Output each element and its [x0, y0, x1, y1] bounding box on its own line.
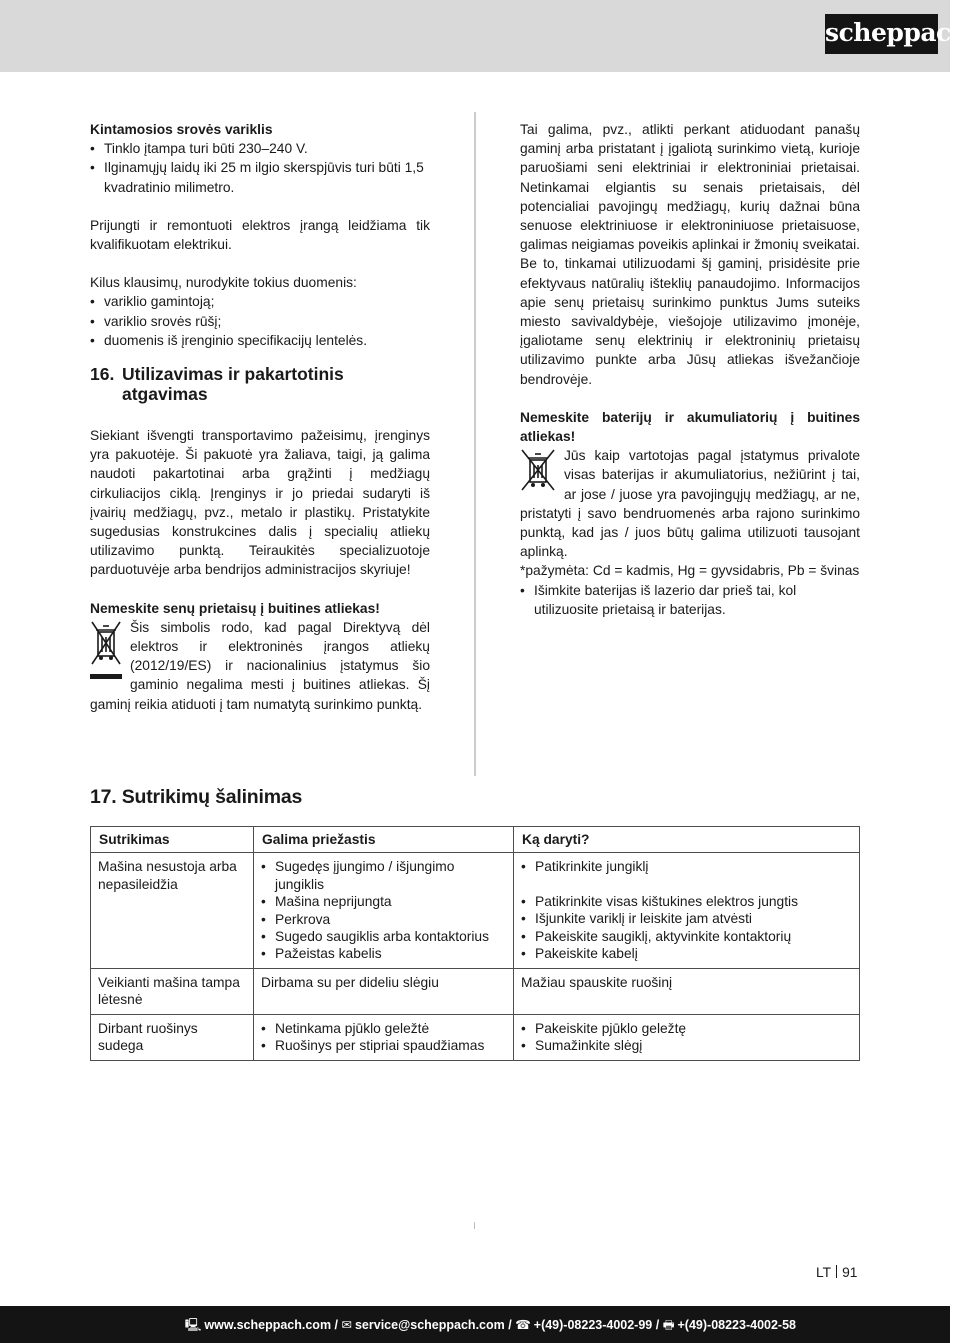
causes-cell	[254, 853, 514, 968]
page-number-value: 91	[842, 1265, 858, 1280]
center-mark	[474, 1222, 475, 1229]
causes-cell: Dirbama su per dideliu slėgiu	[254, 968, 514, 1014]
causes-cell	[254, 1014, 514, 1060]
old-devices-title: Nemeskite senų prietaisų į buitines atliekas!	[90, 600, 380, 616]
chemicals-note: *pažymėta: Cd = kadmis, Hg = gyvsidabris, Pb = švinas	[520, 563, 860, 579]
section-16-title: Utilizavimas ir pakartotinis atgavimas	[122, 364, 344, 405]
troubleshooting-table	[90, 826, 860, 1061]
list-item: • Tinklo įtampa turi būti 230–240 V.	[90, 139, 430, 158]
list-item: • duomenis iš įrenginio specifikacijų lentelės.	[90, 331, 430, 350]
footer-website[interactable]: www.scheppach.com /	[204, 1318, 339, 1332]
table-row	[91, 968, 860, 1014]
list-item: • Išjunkite variklį ir leiskite jam atvėsti	[521, 910, 852, 927]
table-row	[91, 853, 860, 968]
left-column	[90, 120, 430, 714]
crossed-out-battery-bin-icon	[520, 448, 556, 497]
table-row	[91, 1014, 860, 1060]
list-item: • Perkrova	[261, 911, 506, 928]
section-16-heading	[90, 364, 430, 404]
footer-contacts	[185, 1316, 796, 1337]
page-language: LT	[816, 1265, 832, 1280]
questions-list	[90, 292, 430, 350]
list-item: • Ilginamųjų laidų iki 25 m ilgio skerspjūvis turi būti 1,5 kvadratinio milimetro.	[90, 158, 430, 196]
remedies-cell: Mažiau spauskite ruošinį	[514, 968, 860, 1014]
list-item: • Pakeiskite kabelį	[521, 945, 852, 962]
list-item: • Sumažinkite slėgį	[521, 1037, 852, 1054]
batteries-title: Nemeskite baterijų ir akumuliatorių į buitines atliekas!	[520, 409, 860, 445]
remedies-cell	[514, 853, 860, 968]
list-item: • Netinkama pjūklo geležtė	[261, 1020, 506, 1037]
ac-motor-list	[90, 139, 430, 197]
list-item: • Sugedęs įjungimo / išjungimo jungiklis	[261, 858, 506, 893]
list-item: • variklio srovės rūšį;	[90, 312, 430, 331]
problem-cell: Veikianti mašina tampa lėtesnė	[91, 968, 254, 1014]
header-band	[0, 0, 950, 72]
section-16-number: 16.	[90, 364, 115, 385]
recycling-body: Tai galima, pvz., atlikti perkant atiduodant panašų gaminį arba pristatant į įgaliotą surinkimo vietą, kurioje paruošiami seni elektriniai ir elektroniniai prietaisai. Netinkamai elgiantis su senais prietaisais, dėl potencialiai pavojingų medžiagų, kurių dažnai būna senuose elektriniuose ir elektroniniuose prietaisuose, galimas neigiamas poveikis aplinkai ir žmonių sveikatai. Be to, tinkamai utilizuodami šį gaminį, prisidėsite prie efektyvaus natūralių išteklių panaudojimo. Informacijos apie senų prietaisų surinkimo punktus Jums suteiks miesto savivaldybėje, viešojoje utilizavimo įmonėje, įgaliotame senų elektrinių ir elektroninių prietaisų utilizavimo punkte arba Jūsų atliekas išvežančioje bendrovėje.	[520, 122, 860, 387]
crossed-out-bin-icon	[90, 620, 122, 687]
footer-bar	[0, 1306, 950, 1343]
repair-note: Prijungti ir remontuoti elektros įrangą leidžiama tik kvalifikuotam elektrikui.	[90, 217, 430, 253]
list-item: • Ruošinys per stipriai spaudžiamas	[261, 1037, 506, 1054]
scheppach-logo: scheppach	[825, 14, 938, 54]
ac-motor-title: Kintamosios srovės variklis	[90, 122, 273, 137]
list-item: • Patikrinkite jungiklį	[521, 858, 852, 875]
old-devices-block	[90, 618, 430, 714]
questions-intro: Kilus klausimų, nurodykite tokius duomenis:	[90, 275, 357, 291]
footer-fax: +(49)-08223-4002-58	[677, 1318, 796, 1332]
column-header: Sutrikimas	[91, 827, 254, 853]
footer-phone: +(49)-08223-4002-99 /	[533, 1318, 660, 1332]
problem-cell: Dirbant ruošinys sudega	[91, 1014, 254, 1060]
column-header: Galima priežastis	[254, 827, 514, 853]
list-item: • Išimkite baterijas iš lazerio dar prieš tai, kol utilizuosite prietaisą ir baterijas.	[520, 581, 860, 619]
envelope-icon: ✉	[341, 1318, 352, 1332]
page-number	[816, 1265, 857, 1280]
list-item: • Mašina neprijungta	[261, 893, 506, 910]
section-17-title: 17. Sutrikimų šalinimas	[90, 786, 303, 808]
telephone-icon: ☎	[515, 1318, 531, 1332]
computer-icon: 🖳	[184, 1318, 202, 1332]
old-devices-body: Šis simbolis rodo, kad pagal Direktyvą dėl elektros ir elektroninės įrangos atliekų (2012/19/ES) ir nacionalinius įstatymus šio gaminio negalima mesti į buitines atliekas. Šį gaminį reikia atiduoti į tam numatytą surinkimo punktą.	[90, 619, 430, 712]
batteries-body: Jūs kaip vartotojas pagal įstatymus privalote visas baterijas ir akumuliatorius, nežiūrint į tai, ar jose / juose yra pavojingųjų medžiagų, ar ne, pristatyti į savo bendruomenės arba rajono surinkimo punktą, kad jas / juos būtų galima utilizuoti tausojant aplinką.	[520, 448, 860, 560]
batteries-block	[520, 446, 860, 561]
table-header-row	[91, 827, 860, 853]
right-column	[520, 120, 860, 619]
section-16-body: Siekiant išvengti transportavimo pažeisimų, įrenginys yra pakuotėje. Ši pakuotė yra žaliava, taigi, ją galima naudoti pakartotinai arba grąžinti į medžiagų cirkuliacijos ciklą. Įrenginys ir jo priedai sudaryti iš įvairių medžiagų, pvz., metalo ir plastikų. Pristatykite sugedusias konstrukcines dalis į specialių atliekų utilizavimo punktą. Teiraukitės specializuotoje parduotuvėje arba bendrijos administracijos skyriuje!	[90, 428, 430, 578]
list-item: • Sugedo saugiklis arba kontaktorius	[261, 928, 506, 945]
remedies-cell	[514, 1014, 860, 1060]
fax-icon: 🖶	[662, 1318, 675, 1332]
list-item: • variklio gamintoją;	[90, 292, 430, 311]
list-item: • Pakeiskite pjūklo geležtę	[521, 1020, 852, 1037]
list-item: • Pažeistas kabelis	[261, 945, 506, 962]
battery-list	[520, 581, 860, 619]
problem-cell: Mašina nesustoja arba nepasileidžia	[91, 853, 254, 968]
list-item: • Patikrinkite visas kištukines elektros jungtis	[521, 893, 852, 910]
column-header: Ką daryti?	[514, 827, 860, 853]
column-divider	[474, 112, 476, 776]
list-item: • Pakeiskite saugiklį, aktyvinkite kontaktorių	[521, 928, 852, 945]
footer-email[interactable]: service@scheppach.com /	[354, 1318, 512, 1332]
